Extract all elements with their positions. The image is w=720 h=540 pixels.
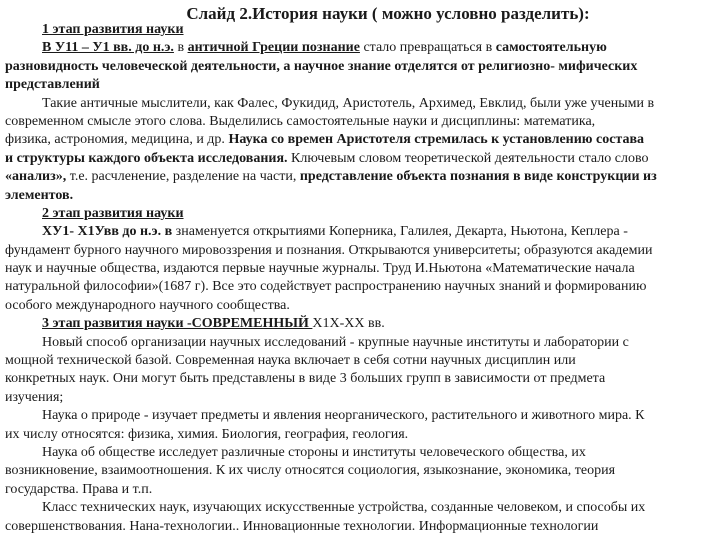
text-line bbox=[5, 315, 717, 333]
text-segment: фундамент бурного научного мировоззрения и познания. Открываются университеты; образуются академии bbox=[5, 242, 653, 258]
bold-text: разновидность человеческой деятельности, а научное знание отделятся от религиозно- мифических bbox=[5, 58, 638, 74]
text-segment: знаменуется открытиями Коперника, Галилея, Декарта, Ньютона, Кеплера - bbox=[172, 224, 628, 240]
text-line bbox=[5, 444, 717, 462]
underlined-text: 2 этап развития науки bbox=[42, 205, 184, 221]
text-line bbox=[5, 260, 717, 278]
text-line bbox=[5, 407, 717, 425]
text-line bbox=[5, 352, 717, 370]
text-line bbox=[5, 168, 717, 186]
text-segment: физика, астрономия, медицина, и др. bbox=[5, 132, 229, 148]
text-line bbox=[5, 76, 717, 94]
text-line bbox=[5, 370, 717, 388]
text-line bbox=[5, 187, 717, 205]
text-line bbox=[5, 205, 717, 223]
text-segment: Новый способ организации научных исследований - крупные научные институты и лаборатории с bbox=[42, 334, 629, 350]
text-line bbox=[5, 334, 717, 352]
bold-text: Наука со времен Аристотеля стремилась к установлению состава bbox=[228, 132, 645, 148]
text-segment: совершенствования. Нана-технологии.. Инновационные технологии. Информационные технологии bbox=[5, 518, 599, 534]
text-segment: Наука о природе - изучает предметы и явления неорганического, растительного и животного мира. К bbox=[42, 408, 645, 424]
bold-text: самостоятельную bbox=[495, 40, 607, 56]
text-line bbox=[5, 21, 717, 39]
bold-text: и структуры каждого объекта исследования. bbox=[5, 150, 288, 166]
text-line bbox=[5, 481, 717, 499]
text-segment: особого международного научного сообщества. bbox=[5, 297, 290, 313]
text-segment: т.е. расчленение, разделение на части, bbox=[66, 169, 300, 185]
text-segment: конкретных наук. Они могут быть представлены в виде 3 больших групп в зависимости от предмета bbox=[5, 371, 606, 387]
text-line bbox=[5, 223, 717, 241]
document-body bbox=[5, 21, 717, 536]
text-line bbox=[5, 499, 717, 517]
text-line bbox=[5, 58, 717, 76]
underlined-text: В У11 – У1 вв. до н.э. bbox=[42, 40, 174, 56]
text-line bbox=[5, 297, 717, 315]
text-segment: Ключевым словом теоретической деятельности стало слово bbox=[287, 150, 649, 166]
text-segment: наук и научные общества, издаются первые научные журналы. Труд И.Ньютона «Математические начала bbox=[5, 261, 635, 277]
underlined-text: 3 этап развития науки -СОВРЕМЕННЫЙ bbox=[42, 316, 313, 332]
text-line bbox=[5, 131, 717, 149]
text-segment: мощной технической базой. Современная наука включает в себя сотни научных дисциплин или bbox=[5, 353, 576, 369]
text-segment: Наука об обществе исследует различные стороны и институты человеческого общества, их bbox=[42, 444, 586, 460]
text-line bbox=[5, 389, 717, 407]
text-line bbox=[5, 426, 717, 444]
bold-text: представление объекта познания в виде конструкции из bbox=[299, 169, 657, 185]
bold-text: представлений bbox=[5, 77, 100, 93]
text-segment: возникновение, взаимоотношения. К их числу относятся социология, языкознание, экономика, теория bbox=[5, 463, 616, 479]
text-line bbox=[5, 278, 717, 296]
text-segment: современном смысле этого слова. Выделились самостоятельные науки и дисциплины: математика, bbox=[5, 113, 596, 129]
bold-text: элементов. bbox=[5, 187, 74, 203]
text-line bbox=[5, 462, 717, 480]
slide-title: Слайд 2.История науки ( можно условно разделить): bbox=[186, 4, 590, 23]
text-segment: Такие античные мыслители, как Фалес, Фукидид, Аристотель, Архимед, Евклид, были уже учеными в bbox=[42, 95, 655, 111]
text-segment: изучения; bbox=[5, 389, 64, 405]
text-segment: их числу относятся: физика, химия. Биология, география, геология. bbox=[5, 426, 409, 442]
text-segment: Класс технических наук, изучающих искусственные устройства, созданные человеком, и способы их bbox=[42, 500, 646, 516]
underlined-text: 1 этап развития науки bbox=[42, 22, 184, 37]
bold-text: «анализ», bbox=[5, 169, 67, 185]
text-line bbox=[5, 518, 717, 536]
text-line bbox=[5, 113, 717, 131]
text-line bbox=[5, 150, 717, 168]
text-line bbox=[5, 242, 717, 260]
text-segment: натуральной философии»(1687 г). Все это содействует распространению научных знаний и формированию bbox=[5, 279, 647, 295]
text-segment: государства. Права и т.п. bbox=[5, 481, 153, 497]
bold-text: ХУ1- Х1Увв до н.э. в bbox=[42, 224, 173, 240]
text-segment: стало превращаться в bbox=[359, 40, 496, 56]
text-line bbox=[5, 39, 717, 57]
text-segment: в bbox=[173, 40, 188, 56]
text-segment: Х1Х-ХХ вв. bbox=[312, 316, 385, 332]
text-line bbox=[5, 95, 717, 113]
underlined-text: античной Греции познание bbox=[187, 40, 360, 56]
